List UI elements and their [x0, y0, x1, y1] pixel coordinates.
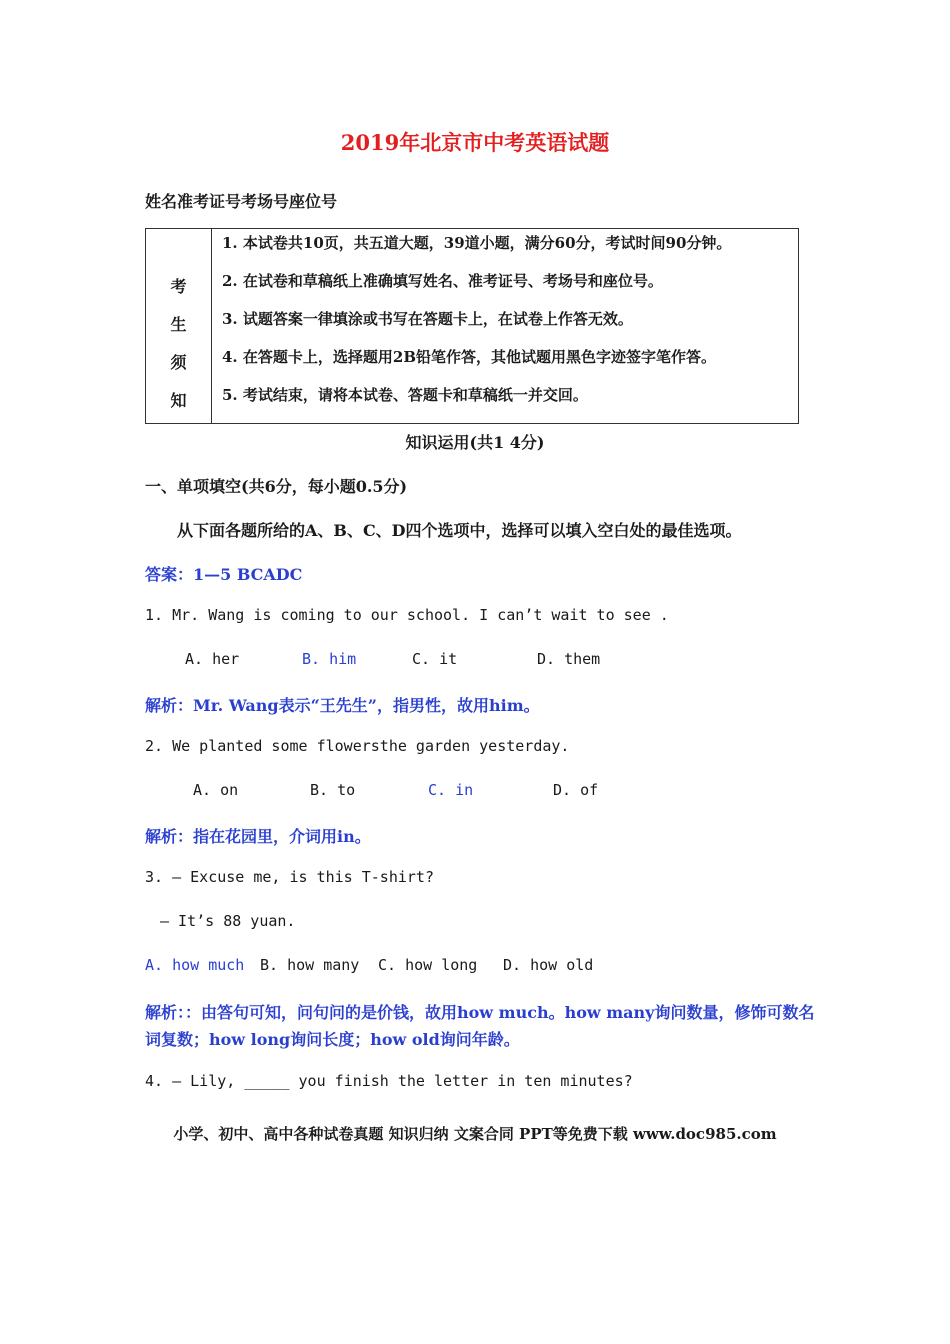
- notice-side-char: 知: [170, 391, 187, 410]
- notice-rule: 1. 本试卷共10页，共五道大题，39道小题，满分60分，考试时间90分钟。: [222, 234, 732, 252]
- question-2-analysis: 解析：指在花园里，介词用in。: [145, 827, 371, 846]
- notice-rule: 5. 考试结束，请将本试卷、答题卡和草稿纸一并交回。: [222, 386, 588, 404]
- notice-side-char: 须: [170, 353, 187, 372]
- question-1-option-b: B. him: [302, 650, 357, 668]
- instruction-text: 从下面各题所给的A、B、C、D四个选项中，选择可以填入空白处的最佳选项。: [177, 521, 742, 540]
- question-2-option-d: D. of: [553, 781, 599, 799]
- question-2-option-c: C. in: [428, 781, 474, 799]
- question-3-option-d: D. how old: [503, 956, 594, 974]
- candidate-info-line: 姓名准考证号考场号座位号: [145, 192, 338, 211]
- notice-rule: 3. 试题答案一律填涂或书写在答题卡上，在试卷上作答无效。: [222, 310, 633, 328]
- question-1-option-d: D. them: [537, 650, 601, 668]
- answer-key: 答案：1—5 BCADC: [145, 565, 303, 584]
- page-title: 2019年北京市中考英语试题: [340, 130, 610, 155]
- question-1-option-c: C. it: [412, 650, 458, 668]
- notice-side-char: 考: [170, 277, 187, 296]
- question-3-option-b: B. how many: [260, 956, 360, 974]
- question-3-reply: — It’s 88 yuan.: [160, 912, 296, 930]
- question-2-option-b: B. to: [310, 781, 356, 799]
- question-3-stem: 3. — Excuse me, is this T-shirt?: [145, 868, 434, 886]
- part1-title: 一、单项填空(共6分，每小题0.5分): [145, 477, 408, 496]
- section-title: 知识运用(共1 4分): [405, 433, 545, 452]
- question-1-option-a: A. her: [185, 650, 240, 668]
- question-1-stem: 1. Mr. Wang is coming to our school. I can’t wait to see .: [145, 606, 669, 624]
- question-3-option-a: A. how much: [145, 956, 245, 974]
- question-2-stem: 2. We planted some flowersthe garden yesterday.: [145, 737, 570, 755]
- notice-rule: 4. 在答题卡上，选择题用2B铅笔作答，其他试题用黑色字迹签字笔作答。: [222, 348, 716, 366]
- question-1-analysis: 解析：Mr. Wang表示“王先生”，指男性，故用him。: [145, 696, 540, 715]
- question-3-analysis: 解析：：由答句可知，问句问的是价钱，故用how much。how many询问数量，修饰可数名: [145, 1003, 815, 1022]
- exam-notice-box: [145, 228, 799, 424]
- question-4-stem: 4. — Lily, _____ you finish the letter in ten minutes?: [145, 1072, 633, 1090]
- footer-text: 小学、初中、高中各种试卷真题 知识归纳 文案合同 PPT等免费下载 www.doc985.com: [173, 1125, 777, 1143]
- notice-side-char: 生: [170, 315, 187, 334]
- question-2-option-a: A. on: [193, 781, 239, 799]
- question-3-analysis-cont: 词复数；how long询问长度；how old询问年龄。: [145, 1030, 520, 1049]
- notice-rule: 2. 在试卷和草稿纸上准确填写姓名、准考证号、考场号和座位号。: [222, 272, 663, 290]
- notice-divider: [211, 229, 212, 423]
- question-3-option-c: C. how long: [378, 956, 478, 974]
